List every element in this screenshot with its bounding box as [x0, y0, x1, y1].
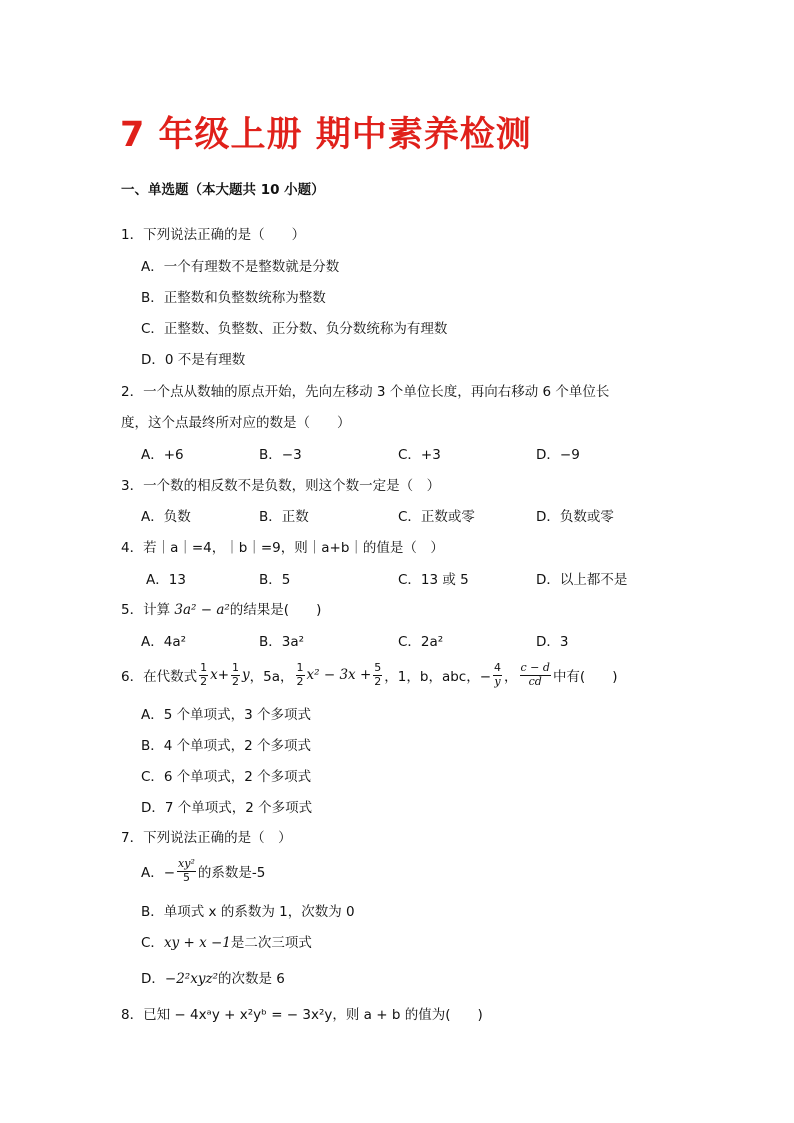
option-d-prefix: D． — [141, 971, 165, 987]
question-6-stem — [121, 655, 617, 695]
question-2-stem-line1: 2．一个点从数轴的原点开始，先向左移动 3 个单位长度，再向右移动 6 个单位长 — [121, 384, 610, 400]
question-6-prefix: 6．在代数式 — [121, 669, 198, 685]
question-1-stem: 1．下列说法正确的是（ ） — [121, 227, 306, 243]
fraction-denominator: y — [494, 674, 501, 688]
question-7-option-a — [141, 852, 265, 890]
fraction-denominator: 2 — [374, 674, 382, 688]
option-d-suffix: 的次数是 6 — [217, 971, 285, 987]
question-7-option-c — [141, 931, 312, 951]
question-3-option-d: D．负数或零 — [536, 509, 614, 525]
question-4-option-d: D．以上都不是 — [536, 572, 628, 588]
question-2-option-b: B．−3 — [259, 447, 302, 463]
fraction-numerator: 5 — [374, 660, 382, 674]
option-c-expression: xy + x −1 — [163, 935, 231, 951]
option-c-prefix: C． — [141, 935, 164, 951]
page-title: 7 年级上册 期中素养检测 — [120, 115, 532, 155]
section-heading: 一、单选题（本大题共 10 小题） — [121, 182, 325, 198]
fraction-four-over-y — [493, 662, 502, 688]
question-4-option-b: B．5 — [259, 572, 291, 588]
question-3-option-c: C．正数或零 — [398, 509, 475, 525]
question-5-stem — [121, 598, 321, 618]
fraction-denominator: cd — [528, 674, 542, 688]
fraction-denominator: 5 — [182, 870, 190, 884]
question-2-option-a: A．+6 — [141, 447, 184, 463]
question-2-stem-line2: 度，这个点最终所对应的数是（ ） — [121, 415, 351, 431]
question-5-stem-suffix: 的结果是( ) — [229, 602, 322, 618]
question-7-stem: 7．下列说法正确的是（ ） — [121, 830, 292, 846]
fraction-numerator: 1 — [200, 660, 208, 674]
option-a-prefix: A．− — [141, 865, 176, 881]
expr-x-squared: x² − 3x + — [306, 667, 372, 683]
question-8-stem: 8．已知 − 4xᵃy + x²yᵇ = − 3x²y，则 a + b 的值为( ) — [121, 1007, 483, 1023]
question-6-option-d: D．7 个单项式，2 个多项式 — [141, 800, 313, 816]
fraction-numerator: c − d — [520, 660, 550, 674]
fraction-one-half-1 — [199, 662, 208, 688]
question-5-stem-prefix: 5．计算 — [121, 602, 175, 618]
fraction-five-halves — [373, 662, 382, 688]
question-5-option-a: A．4a² — [141, 634, 187, 650]
fraction-xy2-over-5 — [177, 858, 196, 884]
fraction-numerator: 4 — [494, 660, 502, 674]
question-1-option-a: A．一个有理数不是整数就是分数 — [141, 259, 340, 275]
question-4-stem: 4．若｜a｜=4，｜b｜=9，则｜a+b｜的值是（ ） — [121, 540, 444, 556]
var-x: x — [210, 667, 218, 683]
question-1-option-b: B．正整数和负整数统称为整数 — [141, 290, 326, 306]
question-3-option-b: B．正数 — [259, 509, 309, 525]
question-6-option-b: B．4 个单项式，2 个多项式 — [141, 738, 312, 754]
question-5-option-d: D．3 — [536, 634, 569, 650]
option-d-expression: −2²xyz² — [164, 971, 218, 987]
question-5-expression: 3a² − a² — [174, 602, 230, 618]
fraction-numerator: xy² — [178, 856, 195, 870]
separator-1: ，5a， — [249, 669, 294, 685]
question-7-option-b: B．单项式 x 的系数为 1，次数为 0 — [141, 904, 355, 920]
var-y: y — [242, 667, 250, 683]
question-6-option-c: C．6 个单项式，2 个多项式 — [141, 769, 312, 785]
fraction-denominator: 2 — [232, 674, 240, 688]
question-2-option-d: D．−9 — [536, 447, 580, 463]
question-5-option-b: B．3a² — [259, 634, 305, 650]
fraction-c-minus-d-over-cd — [520, 662, 551, 688]
question-2-option-c: C．+3 — [398, 447, 441, 463]
fraction-denominator: 2 — [296, 674, 304, 688]
question-3-option-a: A．负数 — [141, 509, 191, 525]
fraction-numerator: 1 — [296, 660, 304, 674]
question-6-option-a: A．5 个单项式，3 个多项式 — [141, 707, 311, 723]
question-6-suffix: 中有( ) — [552, 669, 618, 685]
question-3-stem: 3．一个数的相反数不是负数，则这个数一定是（ ） — [121, 478, 441, 494]
question-5-option-c: C．2a² — [398, 634, 444, 650]
separator-3: ， — [504, 669, 518, 685]
fraction-denominator: 2 — [200, 674, 208, 688]
fraction-one-half-2 — [231, 662, 240, 688]
fraction-one-half-3 — [296, 662, 305, 688]
plus-sign: + — [217, 667, 230, 683]
question-4-option-a: A．13 — [146, 572, 186, 588]
separator-2: ，1，b，abc，− — [384, 669, 492, 685]
option-a-suffix: 的系数是-5 — [197, 865, 266, 881]
question-7-option-d — [141, 967, 285, 987]
question-1-option-d: D．0 不是有理数 — [141, 352, 246, 368]
question-1-option-c: C．正整数、负整数、正分数、负分数统称为有理数 — [141, 321, 448, 337]
fraction-numerator: 1 — [232, 660, 240, 674]
option-c-suffix: 是二次三项式 — [230, 935, 312, 951]
question-4-option-c: C．13 或 5 — [398, 572, 469, 588]
